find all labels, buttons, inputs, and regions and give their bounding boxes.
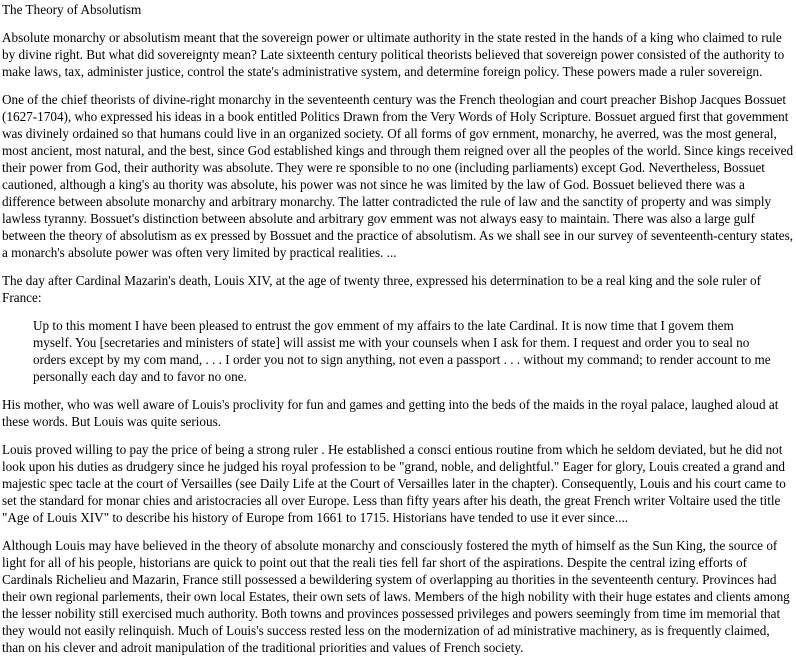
document-title: The Theory of Absolutism (2, 2, 142, 17)
louis-quote: Up to this moment I have been pleased to entrust the gov emment of my affairs to the late Cardinal. It is now time that I govem them myself. You [secretaries and ministers of state] will assist me with your counsels when I ask for them. I request and order you to seal no orders except by my com mand, . . . I order you not to sign anything, not even a passport . . . without my command; to render account to me personally each day and to favor no one. (33, 318, 771, 384)
paragraph-mother: His mother, who was well aware of Louis's proclivity for fun and games and getting into the beds of the maids in the royal palace, laughed aloud at these words. But Louis was quite serious. (2, 397, 779, 429)
paragraph-sovereignty: Absolute monarchy or absolutism meant that the sovereign power or ultimate authority in the state rested in the hands of a king who claimed to rule by divine right. But what did sovereignty mean? Late sixteenth century political theorists believed that sovereign power consisted of the authority to make laws, tax, administer justice, control the state's administrative system, and determine foreign policy. These powers made a ruler sovereign. (2, 30, 785, 79)
paragraph-bossuet: One of the chief theorists of divine-right monarchy in the seventeenth century was the French theologian and court preacher Bishop Jacques Bossuet (1627-1704), who expressed his ideas in a book entitled Politics Drawn from the Very Words of Holy Scripture. Bossuet argued first that govemment was divinely ordained so that humans could live in an organized society. Of all forms of gov ernment, monarchy, he averred, was the most general, most ancient, most natural, and the best, since God established kings and through them reigned over all the peoples of the world. Since kings received their power from God, their authority was absolute. They were re sponsible to no one (including parliaments) except God. Nevertheless, Bossuet cautioned, although a king's au thority was absolute, his power was not since he was limited by the law of God. Bossuet believed there was a difference between absolute monarchy and arbitrary monarchy. The latter contradicted the rule of law and the sanctity of property and was simply lawless tyranny. Bossuet's distinction between absolute and arbitrary gov emment was not always easy to maintain. There was also a large gulf between the theory of absolutism as ex pressed by Bossuet and the practice of absolutism. As we shall see in our survey of seventeenth-century states, a monarch's absolute power was often very limited by practical realities. ... (2, 92, 794, 260)
paragraph-mazarin-death: The day after Cardinal Mazarin's death, Louis XIV, at the age of twenty three, expressed his deterrnination to be a real king and the sole ruler of France: (2, 273, 762, 305)
paragraph-reality: Although Louis may have believed in the theory of absolute monarchy and consciously fostered the myth of himself as the Sun King, the source of light for all of his people, historians are quick to point out that the reali ties fell far short of the aspirations. Despite the central izing efforts of Cardinals Richelieu and Mazarin, France still possessed a bewildering system of overlapping au thorities in the seventeenth century. Provinces had their own regional parlements, their own local Estates, their own sets of laws. Members of the high nobility with their huge estates and clients among the lesser nobility still exercised much authority. Both towns and provinces possessed privileges and powers seemingly from time im memorial that they would not easily relinquish. Much of Louis's success rested less on the modernization of ad ministrative machinery, as is frequently claimed, than on his clever and adroit manipulation of the traditional priorities and values of French society. (2, 538, 790, 655)
paragraph-strong-ruler: Louis proved willing to pay the price of being a strong ruler . He established a consci entious routine from which he seldom deviated, but he did not look upon his duties as drudgery since he judged his royal profession to be "grand, noble, and delightful." Eager for glory, Louis created a grand and majestic spec tacle at the court of Versailles (see Daily Life at the Court of Versailles later in the chapter). Consequently, Louis and his court came to set the standard for monar chies and aristocracies all over Europe. Less than fifty years after his death, the great French writer Voltaire used the title "Age of Louis XIV" to describe his history of Europe from 1661 to 1715. Historians have tended to use it ever since.... (2, 442, 786, 525)
